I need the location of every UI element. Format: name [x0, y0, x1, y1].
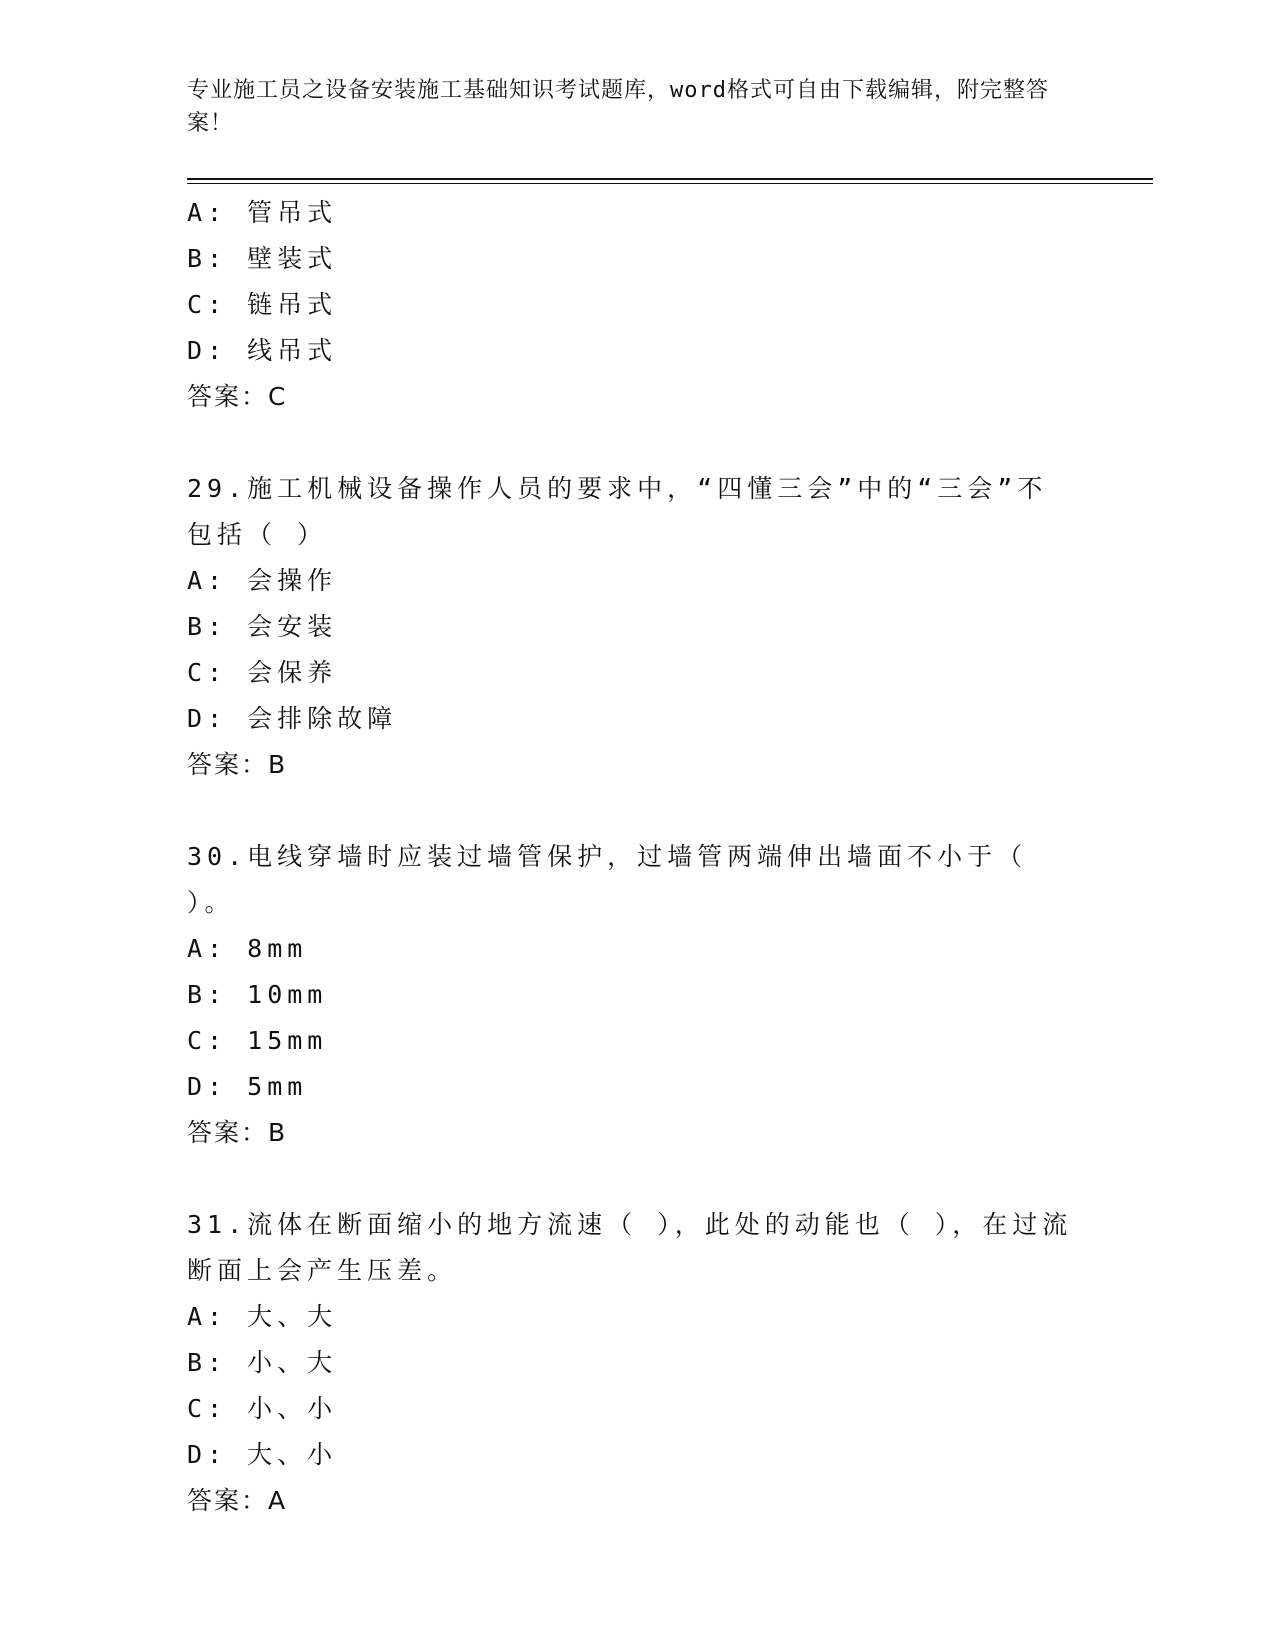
- answer-line: 答案：C: [187, 382, 288, 411]
- header-divider-thick: [187, 178, 1153, 180]
- question-31: [187, 1202, 1087, 1524]
- option-a: A: 管吊式: [187, 198, 338, 227]
- option-d: D: 会排除故障: [187, 704, 398, 733]
- option-b: B: 小、大: [187, 1348, 338, 1377]
- document-header: 专业施工员之设备安装施工基础知识考试题库，word格式可自由下载编辑，附完整答案！: [187, 78, 1049, 136]
- option-a: A: 大、大: [187, 1302, 338, 1331]
- option-c: C: 小、小: [187, 1394, 338, 1423]
- question-28-continued: [187, 190, 1087, 420]
- option-d: D: 大、小: [187, 1440, 338, 1469]
- option-b: B: 壁装式: [187, 244, 338, 273]
- question-text: 30.电线穿墙时应装过墙管保护，过墙管两端伸出墙面不小于（ ）。: [187, 842, 1028, 917]
- answer-line: 答案：B: [187, 750, 288, 779]
- header-divider-thin: [187, 183, 1153, 184]
- question-text: 29.施工机械设备操作人员的要求中，“四懂三会”中的“三会”不包括（ ）: [187, 474, 1048, 549]
- option-c: C: 15mm: [187, 1026, 328, 1055]
- option-c: C: 链吊式: [187, 290, 338, 319]
- option-a: A: 8mm: [187, 934, 308, 963]
- question-29: [187, 466, 1087, 788]
- option-a: A: 会操作: [187, 566, 338, 595]
- spacer: [187, 788, 1087, 834]
- answer-line: 答案：B: [187, 1118, 288, 1147]
- option-d: D: 线吊式: [187, 336, 338, 365]
- question-text: 31.流体在断面缩小的地方流速（ ），此处的动能也（ ），在过流断面上会产生压差。: [187, 1210, 1073, 1285]
- option-d: D: 5mm: [187, 1072, 308, 1101]
- option-b: B: 10mm: [187, 980, 328, 1009]
- question-30: [187, 834, 1087, 1156]
- spacer: [187, 420, 1087, 466]
- option-b: B: 会安装: [187, 612, 338, 641]
- option-c: C: 会保养: [187, 658, 338, 687]
- spacer: [187, 1156, 1087, 1202]
- answer-line: 答案：A: [187, 1486, 288, 1515]
- question-list: [187, 190, 1087, 1524]
